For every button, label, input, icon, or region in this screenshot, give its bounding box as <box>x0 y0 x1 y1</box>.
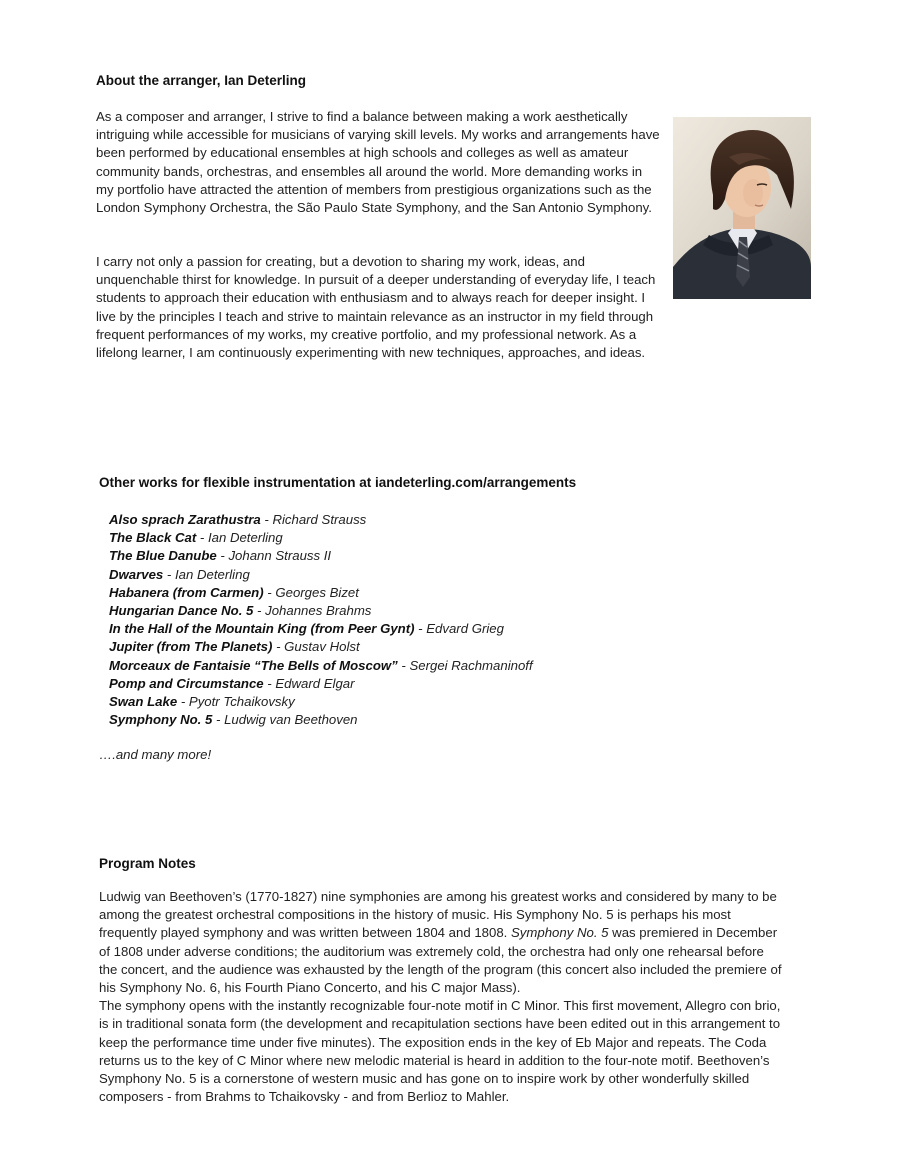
work-separator: - <box>163 566 175 582</box>
about-heading: About the arranger, Ian Deterling <box>96 73 307 88</box>
work-composer: Sergei Rachmaninoff <box>409 657 533 673</box>
work-title: Morceaux de Fantaisie “The Bells of Moscow” <box>109 657 398 673</box>
work-composer: Ian Deterling <box>175 566 250 582</box>
work-list-item <box>109 620 533 638</box>
work-title: Also sprach Zarathustra <box>109 512 261 527</box>
program-notes-p2: The symphony opens with the instantly recognizable four-note motif in C Minor. This first movement, Allegro con brio, is in traditional sonata form (the development and recapitulation sections have been edited out in this arrangement to keep the performance time under five minutes). The exposition ends in the key of Eb Major and repeats. The Coda returns us to the key of C Minor where new melodic material is heard in addition to the four-note motif. Beethoven’s Symphony No. 5 is a cornerstone of western music and has gone on to inspire work by other wonderfully skilled composers - from Brahms to Tchaikovsky - and from Berlioz to Mahler. <box>99 998 781 1105</box>
work-separator: - <box>414 621 427 637</box>
work-separator: - <box>263 584 276 600</box>
work-composer: Ludwig van Beethoven <box>224 712 358 728</box>
work-separator: - <box>177 694 189 710</box>
work-list-item <box>109 638 533 656</box>
work-separator: - <box>212 712 225 728</box>
about-paragraph-2: I carry not only a passion for creating, but a devotion to sharing my work, ideas, and unquenchable thirst for knowledge. In pursuit of a deeper understanding of everyday life, I teach students to approach their education with enthusiasm and to always reach for deeper insight. I live by the principles I teach and strive to maintain relevance as an instructor in my field through frequent performances of my works, my creative portfolio, and my professional network. As a lifelong learner, I am continuously experimenting with new techniques, approaches, and ideas. <box>96 254 656 361</box>
work-title: The Blue Danube <box>109 548 217 564</box>
work-separator: - <box>196 530 208 546</box>
works-list <box>109 511 533 729</box>
work-composer: Gustav Holst <box>284 639 360 655</box>
works-heading: Other works for flexible instrumentation at iandeterling.com/arrangements <box>99 475 577 490</box>
work-composer: Johann Strauss II <box>228 548 332 564</box>
work-list-item <box>109 566 533 584</box>
work-list-item <box>109 547 533 565</box>
work-composer: Pyotr Tchaikovsky <box>188 694 295 710</box>
work-list-item <box>109 675 533 693</box>
work-title: In the Hall of the Mountain King (from Peer Gynt) <box>109 621 415 637</box>
work-separator: - <box>216 548 229 564</box>
work-title: Hungarian Dance No. 5 <box>109 603 254 619</box>
work-separator: - <box>263 675 276 691</box>
program-notes-heading: Program Notes <box>99 856 196 871</box>
program-notes-text <box>99 888 783 1106</box>
work-list-item <box>109 657 533 675</box>
work-separator: - <box>272 639 285 655</box>
program-notes-p1-start: Ludwig van Beethoven’s (1770-1827) nine symphonies are among his greatest works and considered by many to be among the greatest orchestral compositions in the history of music. His Symphony No. 5 is perhaps his most frequently played symphony and was written between 1804 and 1808. <box>99 889 777 941</box>
arranger-portrait-photo <box>673 117 811 299</box>
work-composer: Johannes Brahms <box>265 603 372 619</box>
work-title: Pomp and Circumstance <box>109 675 264 691</box>
work-composer: Georges Bizet <box>275 584 359 600</box>
work-list-item <box>109 602 533 620</box>
work-list-item <box>109 511 533 529</box>
work-list-item <box>109 584 533 602</box>
program-notes-p1-italic-title: Symphony No. 5 <box>511 925 609 941</box>
work-title: Habanera (from Carmen) <box>109 584 264 600</box>
more-works-note: ….and many more! <box>99 747 212 762</box>
program-notes-p1-end: was premiered in December of 1808 under adverse conditions; the auditorium was extremely cold, the orchestra had only one rehearsal before the concert, and the audience was exhausted by the length of the program (this concert also included the premiere of his Symphony No. 6, his Fourth Piano Concerto, and his C major Mass). <box>99 925 782 996</box>
work-list-item <box>109 529 533 547</box>
work-composer: Edward Elgar <box>275 675 355 691</box>
work-composer: Edvard Grieg <box>426 621 504 637</box>
work-title: Symphony No. 5 <box>109 712 213 728</box>
work-title: Swan Lake <box>109 694 178 710</box>
work-title: The Black Cat <box>109 530 197 546</box>
work-separator: - <box>260 512 273 527</box>
work-title: Dwarves <box>109 566 164 582</box>
work-composer: Ian Deterling <box>207 530 283 546</box>
work-list-item <box>109 711 533 729</box>
work-separator: - <box>253 603 266 619</box>
work-title: Jupiter (from The Planets) <box>109 639 273 655</box>
work-separator: - <box>397 657 410 673</box>
work-composer: Richard Strauss <box>272 512 367 527</box>
work-list-item <box>109 693 533 711</box>
about-paragraph-1: As a composer and arranger, I strive to find a balance between making a work aesthetically intriguing while accessible for musicians of varying skill levels. My works and arrangements have been performed by educational ensembles at high schools and colleges as well as amateur community bands, orchestras, and ensembles all around the world. More demanding works in my portfolio have attracted the attention of members from prestigious organizations such as the London Symphony Orchestra, the São Paulo State Symphony, and the San Antonio Symphony. <box>96 109 660 216</box>
